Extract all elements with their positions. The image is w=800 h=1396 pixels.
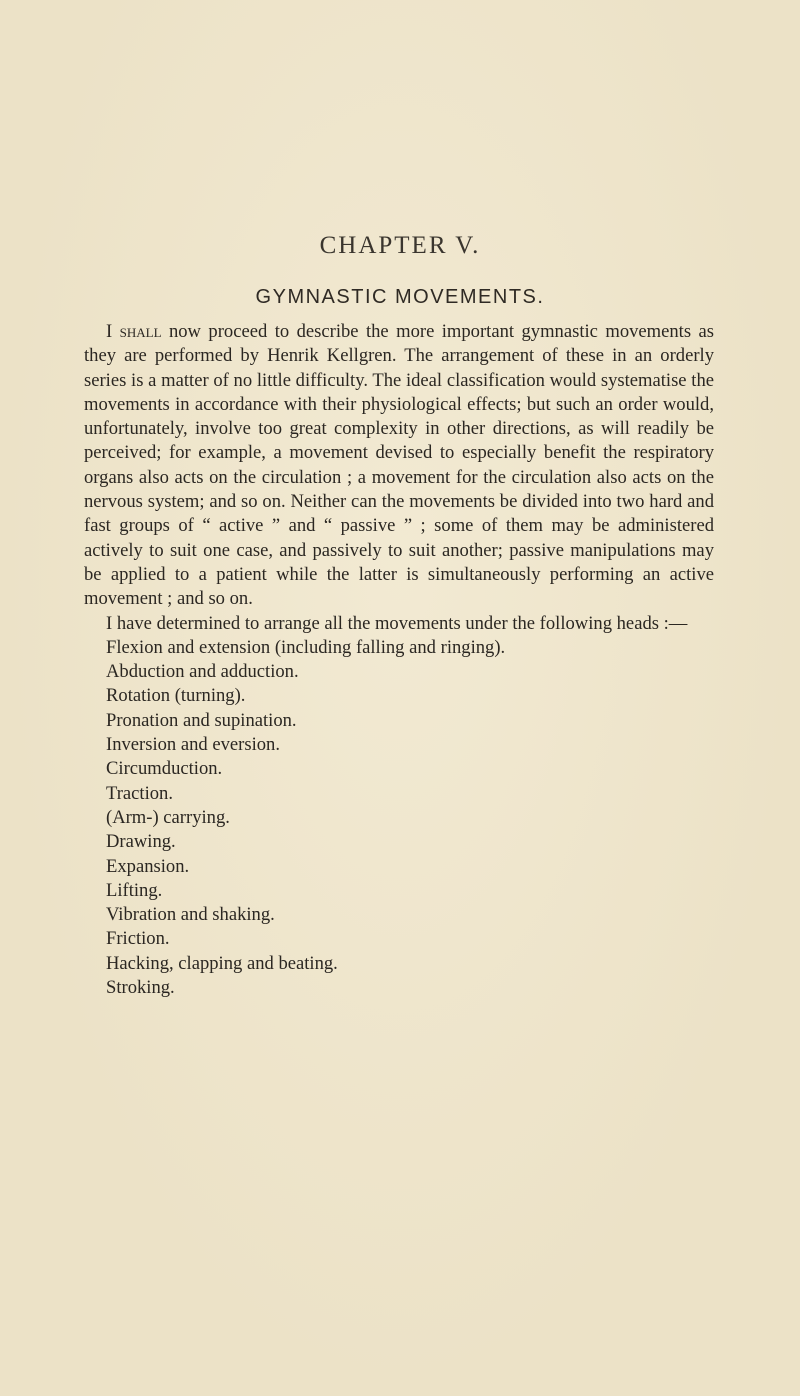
chapter-heading: CHAPTER V. <box>319 232 481 259</box>
list-item: Traction. <box>106 782 173 804</box>
paragraph-heads-intro: I have determined to arrange all the movements under the following heads :— <box>106 612 688 634</box>
paragraph-intro-smallcaps: shall <box>119 321 162 342</box>
list-item: Drawing. <box>106 831 176 853</box>
paragraph-intro-rest: now proceed to describe the more important gymnastic movements as they are performed by Henrik Kellgren. The arrangement of these in an orderly series is a matter of no little difficulty. The ideal classification would systematise the movements in accordance with their physiological effects; but such an order would, unfortunately, involve too great complexity in other directions, as will readily be perceived; for example, a movement devised to especially benefit the respiratory organs also acts on the circulation ; a movement for the circulation also acts on the nervous system; and so on. Neither can the movements be divided into two hard and fast groups of “ active ” and “ passive ” ; some of them may be administered actively to suit one case, and passively to suit another; passive manipulations may be applied to a patient while the latter is simultaneously performing an active movement ; and so on. <box>84 321 714 610</box>
list-item: Inversion and eversion. <box>106 734 281 756</box>
list-item: Lifting. <box>106 879 163 901</box>
list-item: Expansion. <box>106 855 190 877</box>
list-item: Friction. <box>106 928 170 950</box>
list-item: Hacking, clapping and beating. <box>106 952 338 974</box>
list-item: Stroking. <box>106 977 175 999</box>
list-item: Pronation and supination. <box>106 709 297 731</box>
paragraph-intro <box>84 320 714 612</box>
movement-heads-list <box>84 636 714 1000</box>
list-item: Circumduction. <box>106 758 223 780</box>
list-item: Abduction and adduction. <box>106 661 299 683</box>
list-item: (Arm-) carrying. <box>106 806 230 828</box>
list-item: Rotation (turning). <box>106 685 246 707</box>
list-item: Flexion and extension (including falling and ringing). <box>106 636 506 658</box>
chapter-title: GYMNASTIC MOVEMENTS. <box>255 286 545 308</box>
body-text <box>84 320 714 1000</box>
list-item: Vibration and shaking. <box>106 904 275 926</box>
paragraph-intro-lead: I <box>106 321 120 342</box>
